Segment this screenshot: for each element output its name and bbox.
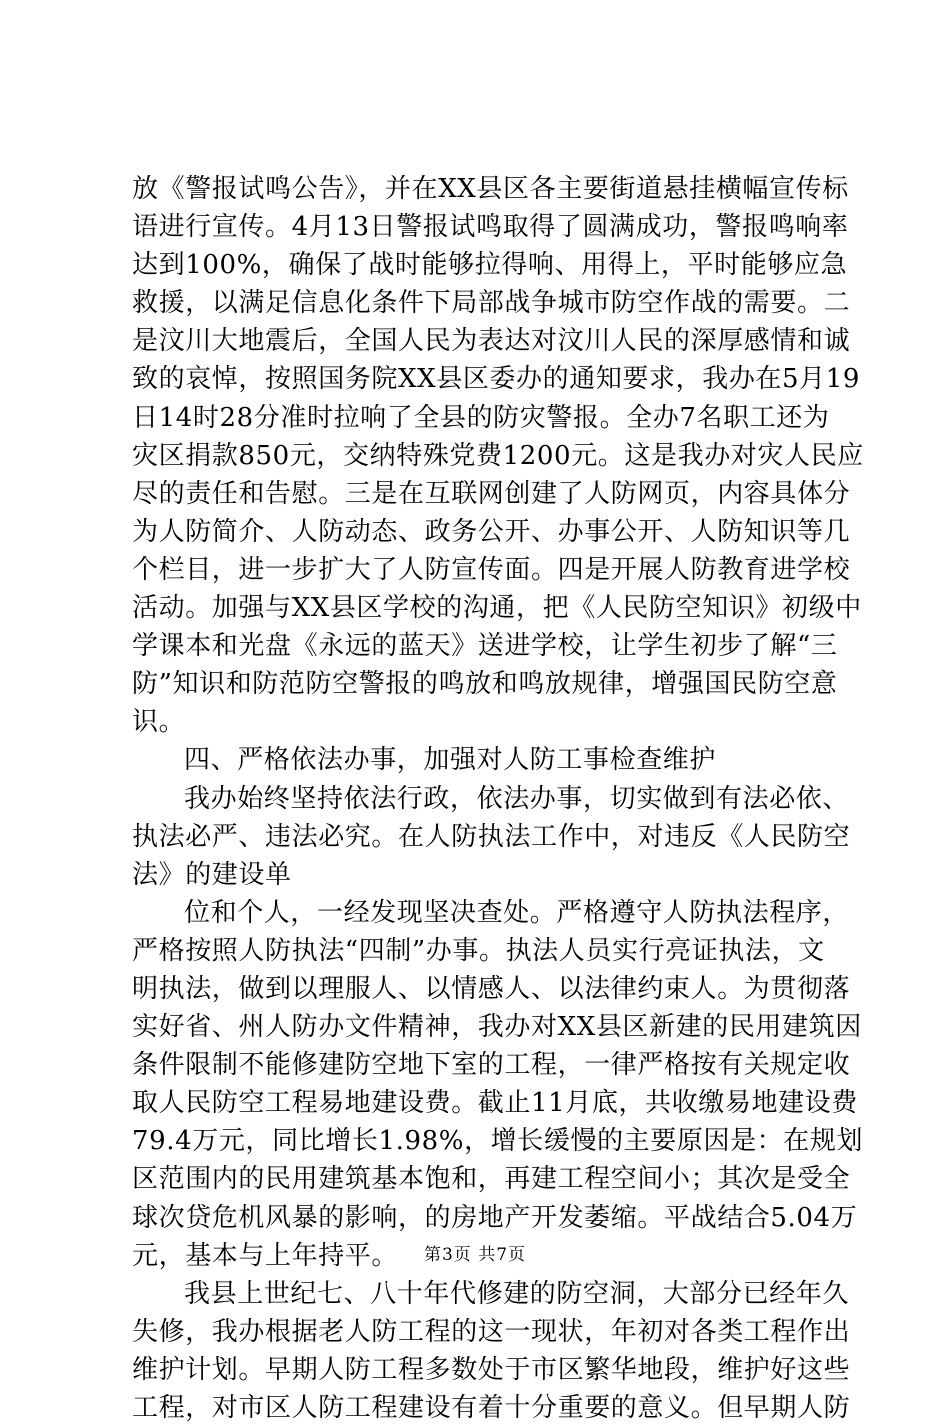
text-line: 执法必严、违法必究。在人防执法工作中，对违反《人民防空 — [132, 821, 851, 852]
text-line: 救援，以满足信息化条件下局部战争城市防空作战的需要。二 — [132, 288, 851, 319]
text-line: 个栏目，进一步扩大了人防宣传面。四是开展人防教育进学校 — [132, 554, 851, 585]
text-line: 致的哀悼，按照国务院XX县区委办的通知要求，我办在5月19 — [132, 364, 861, 395]
text-line: 法》的建设单 — [132, 859, 292, 890]
section-heading: 四、严格依法办事，加强对人防工事检查维护 — [184, 745, 717, 776]
text-line: 活动。加强与XX县区学校的沟通，把《人民防空知识》初级中 — [132, 593, 862, 624]
text-line: 取人民防空工程易地建设费。截止11月底，共收缴易地建设费 — [132, 1088, 858, 1119]
document-body — [132, 170, 864, 1427]
text-line: 我县上世纪七、八十年代修建的防空洞，大部分已经年久 — [184, 1278, 850, 1309]
text-line: 语进行宣传。4月13日警报试鸣取得了圆满成功，警报鸣响率 — [132, 212, 849, 243]
text-line: 为人防简介、人防动态、政务公开、办事公开、人防知识等几 — [132, 516, 851, 547]
text-line: 维护计划。早期人防工程多数处于市区繁华地段，维护好这些 — [132, 1354, 851, 1385]
text-line: 防”知识和防范防空警报的鸣放和鸣放规律，增强国民防空意 — [132, 669, 838, 700]
text-line: 严格按照人防执法“四制”办事。执法人员实行亮证执法，文 — [132, 935, 825, 966]
text-line: 放《警报试鸣公告》，并在XX县区各主要街道悬挂横幅宣传标 — [132, 174, 849, 204]
text-line: 79.4万元，同比增长1.98%，增长缓慢的主要原因是：在规划 — [132, 1126, 864, 1157]
page-number-footer: 第3页 共7页 — [423, 1245, 527, 1265]
text-line: 实好省、州人防办文件精神，我办对XX县区新建的民用建筑因 — [132, 1012, 862, 1043]
text-line: 我办始终坚持依法行政，依法办事，切实做到有法必依、 — [184, 783, 850, 814]
text-line: 识。 — [132, 707, 186, 738]
text-line: 尽的责任和告慰。三是在互联网创建了人防网页，内容具体分 — [132, 478, 851, 509]
text-line: 元，基本与上年持平。 — [132, 1240, 399, 1271]
text-line: 灾区捐款850元，交纳特殊党费1200元。这是我办对灾人民应 — [132, 440, 864, 471]
text-line: 球次贷危机风暴的影响，的房地产开发萎缩。平战结合5.04万 — [132, 1202, 858, 1233]
text-line: 学课本和光盘《永远的蓝天》送进学校，让学生初步了解“三 — [132, 631, 838, 662]
text-line: 工程，对市区人防工程建设有着十分重要的意义。但早期人防 — [132, 1393, 851, 1423]
text-line: 明执法，做到以理服人、以情感人、以法律约束人。为贯彻落 — [132, 973, 851, 1004]
text-line: 日14时28分准时拉响了全县的防灾警报。全办7名职工还为 — [132, 402, 830, 433]
text-line: 达到100%，确保了战时能够拉得响、用得上，平时能够应急 — [132, 250, 848, 281]
text-line: 失修，我办根据老人防工程的这一现状，年初对各类工程作出 — [132, 1316, 851, 1347]
text-line: 位和个人，一经发现坚决查处。严格遵守人防执法程序， — [184, 897, 850, 928]
text-line: 区范围内的民用建筑基本饱和，再建工程空间小；其次是受全 — [132, 1164, 851, 1195]
text-line: 是汶川大地震后，全国人民为表达对汶川人民的深厚感情和诚 — [132, 326, 851, 357]
text-line: 条件限制不能修建防空地下室的工程，一律严格按有关规定收 — [132, 1050, 851, 1081]
